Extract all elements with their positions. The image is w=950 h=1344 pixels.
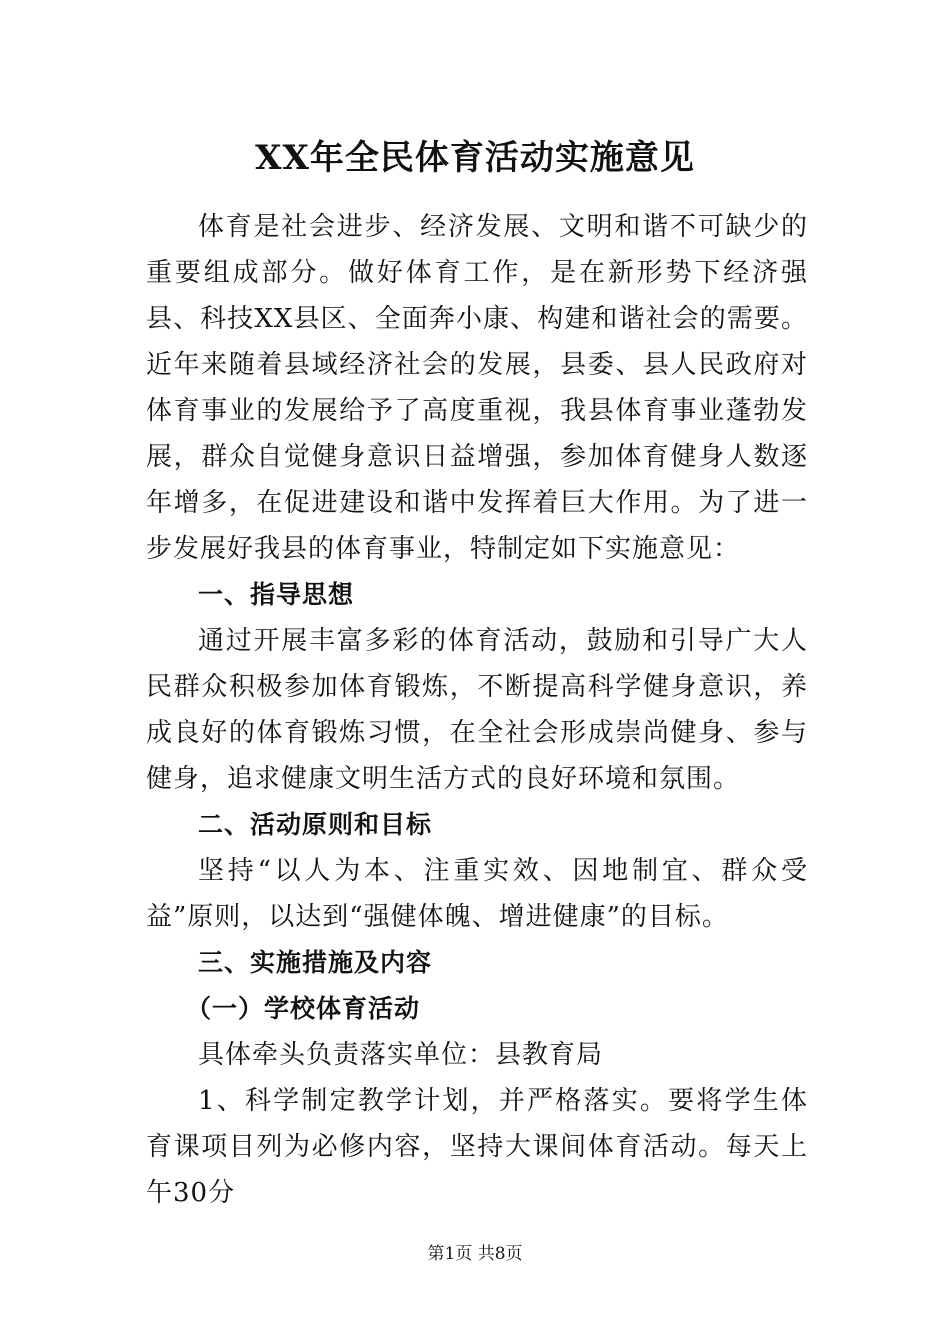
page-number: 第1页 共8页 <box>427 1244 523 1264</box>
section-paragraph-principles: 坚持“以人为本、注重实效、因地制宜、群众受益”原则，以达到“强健体魄、增进健康”的目标。 <box>146 856 808 932</box>
intro-paragraph: 体育是社会进步、经济发展、文明和谐不可缺少的重要组成部分。做好体育工作，是在新形势下经济强县、科技XX县区、全面奔小康、构建和谐社会的需要。近年来随着县域经济社会的发展，县委、县人民政府对体育事业的发展给予了高度重视，我县体育事业蓬勃发展，群众自觉健身意识日益增强，参加体育健身人数逐年增多，在促进建设和谐中发挥着巨大作用。为了进一步发展好我县的体育事业，特制定如下实施意见： <box>146 212 808 564</box>
section-heading-measures: 三、实施措施及内容 <box>198 948 433 977</box>
page-title: XX年全民体育活动实施意见 <box>255 138 695 178</box>
document-body <box>146 204 808 1216</box>
subsection-heading-school: （一）学校体育活动 <box>186 994 421 1023</box>
section-paragraph-guiding-thought: 通过开展丰富多彩的体育活动，鼓励和引导广大人民群众积极参加体育锻炼，不断提高科学健身意识，养成良好的体育锻炼习惯，在全社会形成崇尚健身、参与健身，追求健康文明生活方式的良好环境和氛围。 <box>146 626 808 794</box>
section-heading-principles: 二、活动原则和目标 <box>198 810 433 839</box>
list-item-1: 1、科学制定教学计划，并严格落实。要将学生体育课项目列为必修内容，坚持大课间体育活动。每天上午30分 <box>146 1086 808 1208</box>
section-heading-guiding-thought: 一、指导思想 <box>198 580 355 609</box>
responsible-unit-line: 具体牵头负责落实单位：县教育局 <box>198 1040 604 1070</box>
